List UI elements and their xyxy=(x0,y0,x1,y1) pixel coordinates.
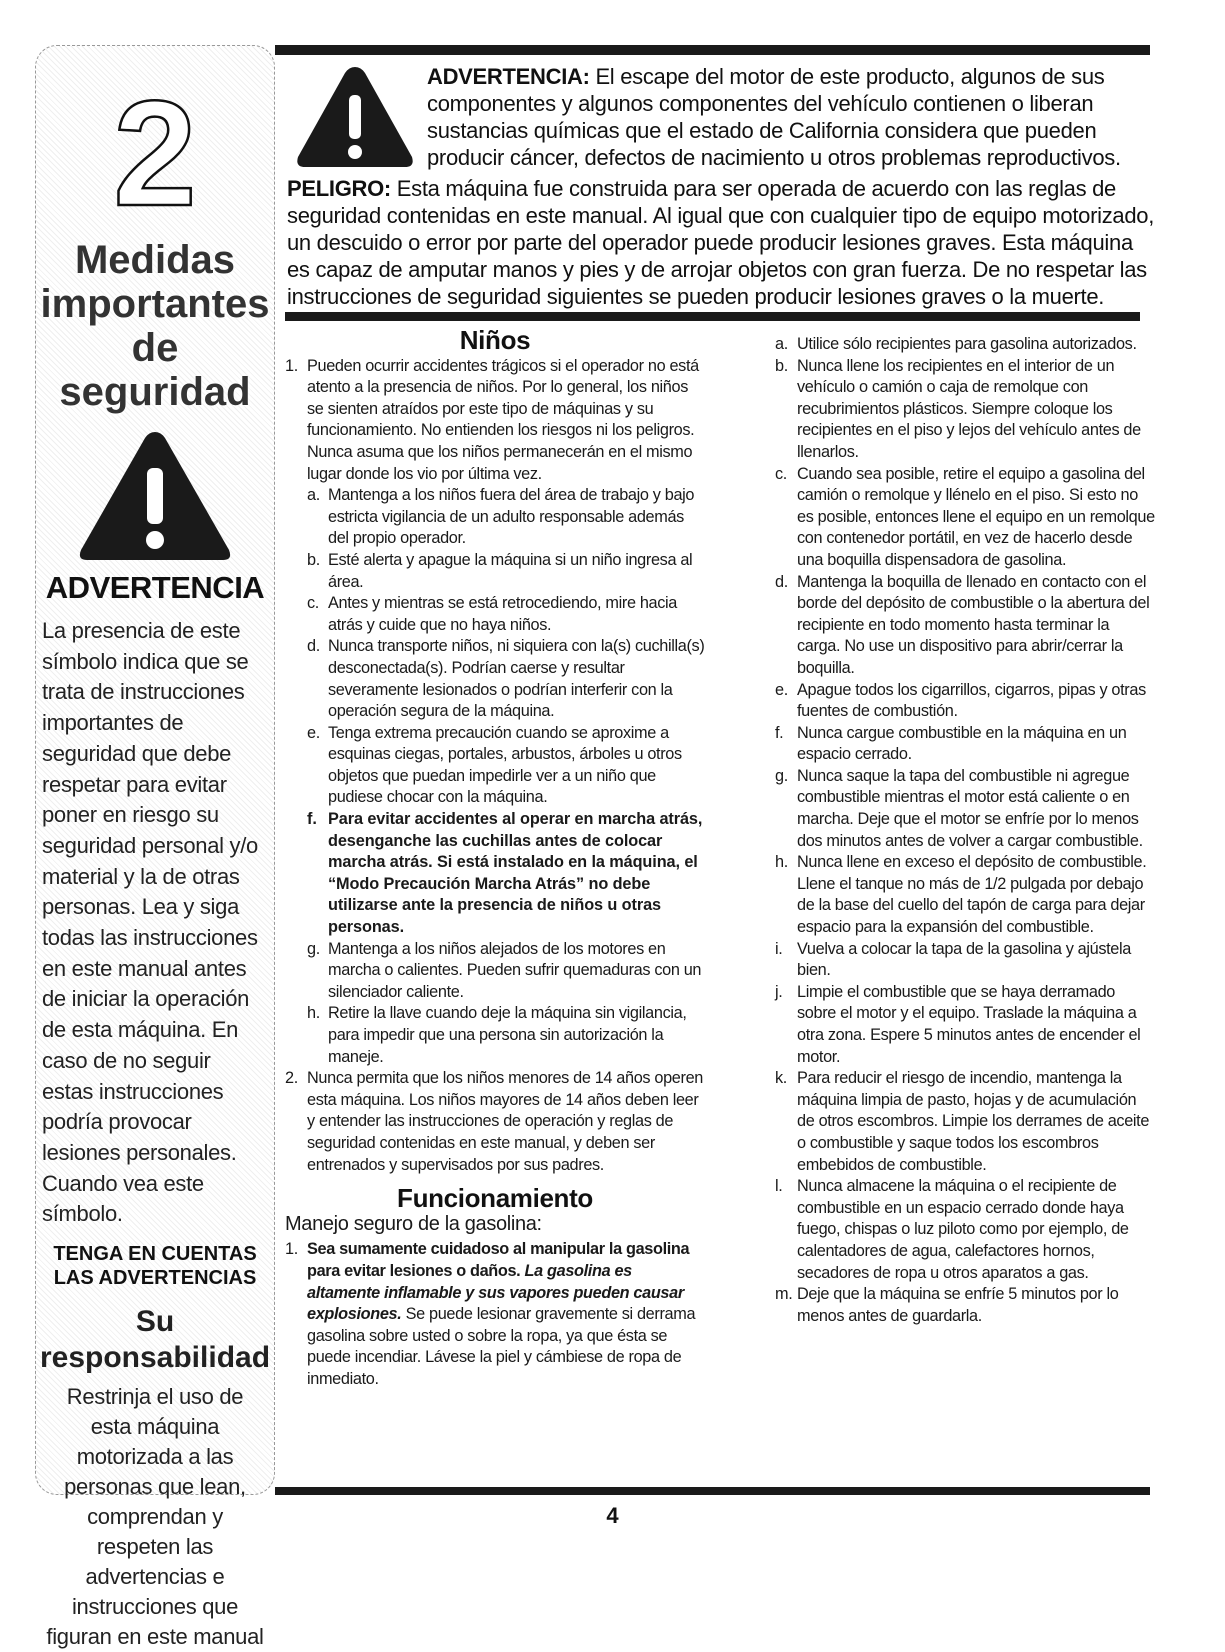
item-text: Para evitar accidentes al operar en marcha atrás, desenganche las cuchillas antes de colocar marcha atrás. Si está instalado en la máquina, el “Modo Precaución Marcha Atrás” no debe utilizarse ante la presencia de niños u otras personas. xyxy=(328,810,703,937)
item-text: Vuelva a colocar la tapa de la gasolina y ajústela bien. xyxy=(797,939,1131,980)
list-item xyxy=(307,550,705,593)
ninos-heading: Niños xyxy=(459,325,531,355)
list-item xyxy=(775,852,1155,938)
warning-triangle-icon xyxy=(295,65,415,176)
advertencia-body: El escape del motor de este producto, algunos de sus componentes y algunos componentes del vehículo contienen o liberan sustancias químicas que el estado de California considera que pueden producir cáncer, defectos de nacimiento u otros problemas reproductivos. xyxy=(427,64,1121,170)
item-label: 1. xyxy=(285,356,298,375)
item-label: a. xyxy=(307,486,320,505)
item-text: Nunca permita que los niños menores de 14 años operen esta máquina. Los niños mayores de 14 años deben leer y entender las instrucciones de operación y reglas de seguridad contenidas en este manual, y deben ser entrenados y supervisados por sus padres. xyxy=(307,1069,703,1174)
item-label: f. xyxy=(775,723,784,742)
item-label: c. xyxy=(775,464,787,483)
list-item xyxy=(307,723,705,809)
list-item xyxy=(775,982,1155,1068)
item-text: Esté alerta y apague la máquina si un niño ingresa al área. xyxy=(328,550,693,591)
sidebar-responsibility-text: Restrinja el uso de esta máquina motorizada a las personas que lean, comprendan y respeten las advertencias e instrucciones que figuran en este manual xyxy=(46,1384,264,1650)
sidebar-panel xyxy=(35,45,275,1650)
item-label: 1. xyxy=(285,1240,298,1259)
list-item xyxy=(775,939,1155,982)
item-bold-italic-text: La gasolina es altamente inflamable y sus vapores pueden causar explosiones. xyxy=(307,1261,684,1324)
page-number: 4 xyxy=(606,1503,619,1528)
list-item xyxy=(285,1068,705,1176)
right-column xyxy=(775,334,1155,1327)
advertencia-text xyxy=(427,63,1157,171)
item-text: Retire la llave cuando deje la máquina sin vigilancia, para impedir que una persona sin autorización la maneje. xyxy=(328,1004,687,1066)
item-label: d. xyxy=(775,572,788,591)
sidebar-title-line: de xyxy=(131,326,179,370)
sidebar-su-line: responsabilidad xyxy=(39,1341,271,1375)
item-text: Nunca saque la tapa del combustible ni agregue combustible mientras el motor está caliente o en marcha. Deje que el motor se enfríe por lo menos dos minutos antes de volver a cargar combustible. xyxy=(797,766,1143,850)
item-text: Nunca llene los recipientes en el interior de un vehículo o camión o caja de remolque con recubrimientos plásticos. Siempre coloque los recipientes en el piso y lejos del vehículo antes de llenarlos. xyxy=(797,356,1141,461)
item-label: i. xyxy=(775,939,783,958)
sidebar-title-line: importantes xyxy=(40,282,270,326)
middle-column xyxy=(285,325,705,1391)
sidebar-warning-word: ADVERTENCIA xyxy=(45,570,265,605)
peligro-body: Esta máquina fue construida para ser operada de acuerdo con las reglas de seguridad contenidas en este manual. Al igual que con cualquier tipo de equipo motorizado, un descuido o error por parte del operador puede producir lesiones graves. Esta máquina es capaz de amputar manos y pies y de arrojar objetos con gran fuerza. De no respetar las instrucciones de seguridad siguientes se pueden producir lesiones graves o la muerte. xyxy=(287,176,1155,309)
list-item xyxy=(775,723,1155,766)
list-item xyxy=(775,334,1155,356)
item-label: m. xyxy=(775,1285,793,1304)
item-label: h. xyxy=(307,1004,320,1023)
list-item xyxy=(307,809,705,939)
sidebar-title-line: Medidas xyxy=(74,238,236,282)
bottom-rule xyxy=(275,1487,1150,1495)
item-label: b. xyxy=(307,550,320,569)
funcionamiento-heading: Funcionamiento xyxy=(397,1183,593,1214)
item-label: f. xyxy=(307,810,317,829)
item-label: g. xyxy=(307,939,320,958)
item-label: j. xyxy=(775,982,783,1001)
list-item xyxy=(307,485,705,550)
sidebar-tenga-line: LAS ADVERTENCIAS xyxy=(53,1267,257,1290)
list-item xyxy=(775,572,1155,680)
list-item xyxy=(775,1284,1155,1327)
sidebar-tenga-line: TENGA EN CUENTAS xyxy=(53,1243,257,1266)
advertencia-label: ADVERTENCIA: xyxy=(427,64,590,89)
item-text xyxy=(307,1239,705,1390)
item-label: l. xyxy=(775,1177,783,1196)
item-text: Para reducir el riesgo de incendio, mantenga la máquina limpia de pasto, hojas y de acumulación de otros escombros. Limpie los derrames de aceite o combustible y saque todos los escombros embebidos de combustible. xyxy=(797,1069,1150,1174)
item-text: Mantenga a los niños alejados de los motores en marcha o calientes. Pueden sufrir quemaduras con un silenciador caliente. xyxy=(328,939,702,1001)
item-label: e. xyxy=(775,680,788,699)
list-item xyxy=(307,636,705,722)
item-label: e. xyxy=(307,723,320,742)
sidebar-tenga xyxy=(36,1242,274,1290)
top-rule xyxy=(275,45,1150,55)
item-text: Mantenga la boquilla de llenado en contacto con el borde del depósito de combustible o la abertura del recipiente en todo momento hasta terminar la carga. No use un dispositivo para abrir/cerrar la boquilla. xyxy=(797,572,1150,677)
peligro-label: PELIGRO: xyxy=(287,176,391,201)
california-warning xyxy=(287,63,1157,171)
item-text: Tenga extrema precaución cuando se aproxime a esquinas ciegas, portales, arbustos, árboles u otros objetos que puedan impedirle ver a un niño que pudiese chocar con la máquina. xyxy=(328,723,682,807)
sidebar-warning-paragraph: La presencia de este símbolo indica que se trata de instrucciones importantes de seguridad que debe respetar para evitar poner en riesgo su seguridad personal y/o material y la de otras personas. Lea y siga todas las instrucciones en este manual antes de iniciar la operación de esta máquina. En caso de no seguir estas instrucciones podría provocar lesiones personales. Cuando vea este símbolo. xyxy=(42,618,258,1227)
mid-rule xyxy=(285,312,1140,321)
list-item xyxy=(285,356,705,486)
list-item xyxy=(775,1176,1155,1284)
item-text: Limpie el combustible que se haya derramado sobre el motor y el equipo. Traslade la máquina a otra zona. Espere 5 minutos antes de encender el motor. xyxy=(797,982,1141,1066)
item-text: Apague todos los cigarrillos, cigarros, pipas y otras fuentes de combustión. xyxy=(797,680,1146,721)
item-text: Utilice sólo recipientes para gasolina autorizados. xyxy=(797,335,1137,353)
item-label: d. xyxy=(307,637,320,656)
item-label: k. xyxy=(775,1069,787,1088)
warning-triangle-icon xyxy=(36,428,274,564)
peligro-text xyxy=(287,175,1157,310)
list-item xyxy=(307,1003,705,1068)
item-label: 2. xyxy=(285,1069,298,1088)
list-item xyxy=(775,680,1155,723)
list-item xyxy=(307,939,705,1004)
list-item xyxy=(307,593,705,636)
sidebar-title-line: seguridad xyxy=(59,370,251,414)
sidebar-title xyxy=(36,238,274,414)
chapter-number: 2 xyxy=(113,69,197,237)
item-label: a. xyxy=(775,335,788,353)
list-item xyxy=(775,464,1155,572)
item-text: Cuando sea posible, retire el equipo a gasolina del camión o remolque y llénelo en el piso. Si esto no es posible, entonces llene el equipo en un remolque con contenedor portátil, en vez de hacerlo desde una boquilla dispensadora de gasolina. xyxy=(797,464,1155,569)
list-item xyxy=(775,766,1155,852)
manejo-subheading: Manejo seguro de la gasolina: xyxy=(285,1212,542,1235)
item-text: Nunca transporte niños, ni siquiera con la(s) cuchilla(s) desconectada(s). Podrían caerse y resultar severamente lesionados o podrían interferir con la operación segura de la máquina. xyxy=(328,637,705,721)
list-item xyxy=(775,356,1155,464)
list-item xyxy=(775,1068,1155,1176)
item-bold-text: Sea sumamente cuidadoso al manipular la gasolina para evitar lesiones o daños. xyxy=(307,1240,690,1280)
item-text: Nunca almacene la máquina o el recipiente de combustible en un espacio cerrado donde haya fuego, chispas o luz piloto como por ejemplo, de calentadores de agua, calefactores hornos, secadores de ropa u otros aparatos a gas. xyxy=(797,1177,1129,1282)
list-item xyxy=(285,1239,705,1390)
item-text: Pueden ocurrir accidentes trágicos si el operador no está atento a la presencia de niños. Por lo general, los niños se sienten atraídos por este tipo de máquinas y su funcionamiento. No entienden los riesgos ni los peligros. Nunca asuma que los niños permanecerán en el mismo lugar donde los vio por última vez. xyxy=(307,356,699,483)
sidebar-su-line: Su xyxy=(135,1305,175,1339)
item-label: b. xyxy=(775,356,788,375)
item-text: Nunca cargue combustible en la máquina en un espacio cerrado. xyxy=(797,723,1127,764)
item-label: h. xyxy=(775,853,788,872)
item-label: c. xyxy=(307,594,319,613)
item-text: Mantenga a los niños fuera del área de trabajo y bajo estricta vigilancia de un adulto responsable además del propio operador. xyxy=(328,486,695,548)
item-text: Antes y mientras se está retrocediendo, mire hacia atrás y cuide que no haya niños. xyxy=(328,594,678,634)
item-body-text: Se puede lesionar gravemente si derrama gasolina sobre usted o sobre la ropa, ya que ésta se puede incendiar. Lávese la piel y cámbiese de ropa de inmediato. xyxy=(307,1305,696,1388)
sidebar-responsibility-title xyxy=(36,1304,274,1376)
item-text: Deje que la máquina se enfríe 5 minutos por lo menos antes de guardarla. xyxy=(797,1285,1119,1325)
item-text: Nunca llene en exceso el depósito de combustible. Llene el tanque no más de 1/2 pulgada por debajo de la base del cuello del tapón de carga para dejar espacio para la expansión del combustible. xyxy=(797,853,1147,937)
item-label: g. xyxy=(775,766,788,785)
